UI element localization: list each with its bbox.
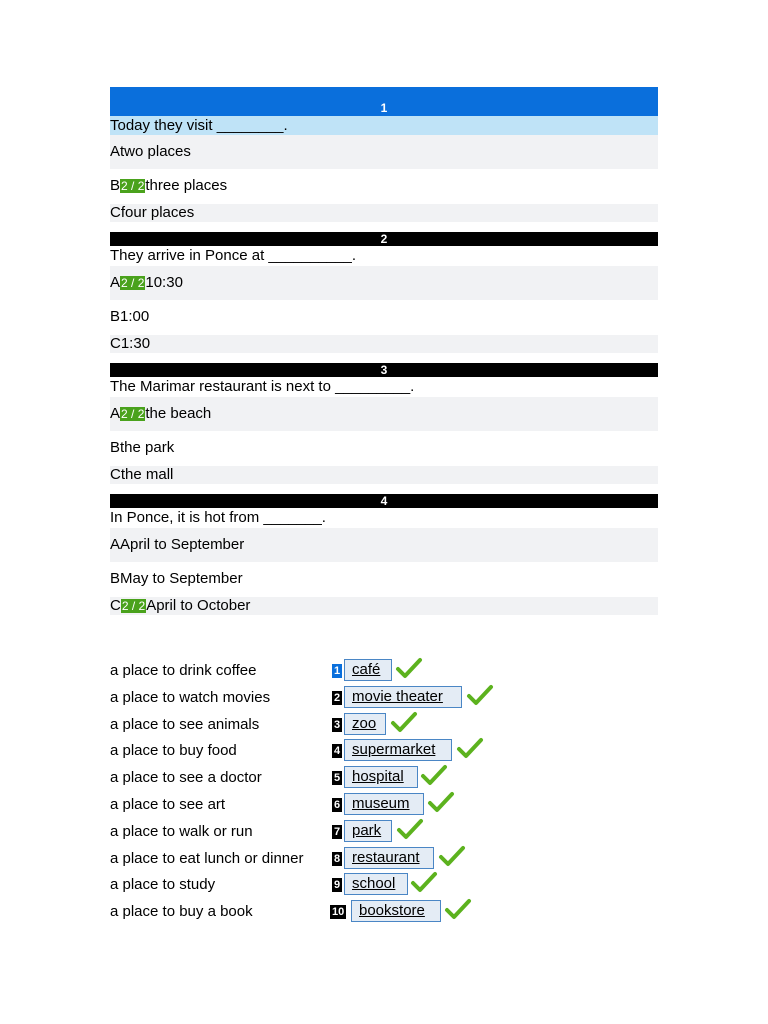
check-icon [396,817,424,841]
matching-prompt: a place to eat lunch or dinner [110,849,304,867]
option-a[interactable] [110,528,658,562]
answer-dropdown[interactable] [344,739,452,761]
matching-number: 3 [334,718,341,731]
matching-number: 9 [334,879,341,892]
check-icon [444,897,472,921]
option-letter: C [110,335,121,352]
spacer [110,484,658,494]
option-text: the park [120,439,175,456]
option-text: 10:30 [145,274,183,291]
matching-prompt: a place to drink coffee [110,662,257,679]
selected-answer: zoo [352,714,377,732]
matching-row [110,656,510,683]
question-header [110,232,658,246]
question-header [110,87,658,116]
matching-number: 10 [332,906,345,919]
score-badge: 2 / 2 [121,179,145,193]
option-text: three places [145,177,228,194]
answer-dropdown[interactable] [344,659,392,681]
check-icon [456,736,484,760]
score-badge: 2 / 2 [121,276,145,290]
check-icon [420,763,448,787]
check-icon [427,790,455,814]
option-b[interactable] [110,431,658,466]
option-c[interactable] [110,204,658,222]
matching-row [110,683,510,710]
answer-dropdown[interactable] [344,873,408,895]
matching-number: 4 [334,745,341,758]
option-letter: C [110,204,121,221]
matching-prompt: a place to see art [110,795,226,813]
question-number: 2 [380,232,388,246]
question-prompt: In Ponce, it is hot from _______. [110,509,326,526]
matching-row [110,736,510,763]
option-b[interactable] [110,169,658,204]
answer-dropdown[interactable] [344,766,418,788]
score-badge: 2 / 2 [121,407,145,421]
answer-dropdown[interactable] [351,900,441,922]
option-text: April to October [146,597,251,614]
option-letter: A [110,536,121,553]
matching-prompt: a place to see animals [110,715,260,733]
matching-prompt: a place to buy a book [110,903,253,921]
selected-answer: park [352,821,382,839]
option-b[interactable] [110,562,658,597]
answer-dropdown[interactable] [344,820,392,842]
matching-prompt: a place to see a doctor [110,769,262,787]
matching-number: 1 [334,665,341,677]
selected-answer: museum [352,794,410,812]
option-a[interactable] [110,135,658,169]
matching-prompt: a place to buy food [110,742,237,760]
matching-prompt: a place to walk or run [110,822,253,840]
matching-number: 7 [334,825,341,838]
option-letter: B [110,570,121,587]
matching-row [110,897,510,924]
selected-answer: restaurant [352,848,420,866]
score-badge: 2 / 2 [121,599,146,613]
option-letter: A [110,143,121,160]
option-text: the mall [120,466,174,483]
question-header [110,494,658,508]
matching-row [110,870,510,897]
option-text: 1:30 [120,335,151,352]
option-letter: C [110,466,121,483]
option-text: April to September [120,536,245,553]
option-letter: A [110,274,121,291]
selected-answer: supermarket [352,741,436,759]
check-icon [438,844,466,868]
matching-prompt: a place to watch movies [110,688,271,706]
question-prompt: They arrive in Ponce at __________. [110,247,356,264]
spacer [110,222,658,232]
answer-dropdown[interactable] [344,793,424,815]
matching-row [110,844,510,871]
answer-dropdown[interactable] [344,686,462,708]
option-text: May to September [120,570,243,587]
selected-answer: bookstore [359,902,425,920]
option-letter: B [110,439,121,456]
matching-row [110,710,510,737]
answer-dropdown[interactable] [344,847,434,869]
option-text: the beach [145,405,212,422]
matching-prompt: a place to study [110,876,216,894]
option-c[interactable] [110,335,658,353]
matching-section [110,656,510,924]
selected-answer: school [352,875,396,893]
question-prompt: The Marimar restaurant is next to _________. [110,378,415,395]
check-icon [390,710,418,734]
option-c[interactable] [110,597,658,615]
selected-answer: movie theater [352,687,443,705]
matching-number: 8 [334,852,341,865]
selected-answer: hospital [352,768,404,786]
option-text: four places [120,204,195,221]
option-a[interactable] [110,266,658,300]
matching-number: 6 [334,798,341,811]
option-letter: A [110,405,121,422]
question-number: 4 [380,494,388,508]
option-text: two places [120,143,191,160]
matching-number: 2 [334,691,341,704]
question-prompt: Today they visit ________. [110,116,658,135]
matching-row [110,790,510,817]
option-c[interactable] [110,466,658,484]
spacer [110,353,658,363]
option-a[interactable] [110,397,658,431]
answer-dropdown[interactable] [344,713,386,735]
option-letter: B [110,308,121,325]
check-icon [395,656,423,680]
matching-row [110,817,510,844]
check-icon [410,870,438,894]
option-letter: B [110,177,121,194]
quiz-section [110,87,658,615]
matching-row [110,763,510,790]
check-icon [466,683,494,707]
matching-number: 5 [334,772,341,785]
question-number: 1 [380,101,388,115]
option-b[interactable] [110,300,658,335]
option-text: 1:00 [120,308,150,325]
question-header [110,363,658,377]
option-letter: C [110,597,121,614]
question-number: 3 [380,363,388,377]
selected-answer: café [352,661,381,678]
